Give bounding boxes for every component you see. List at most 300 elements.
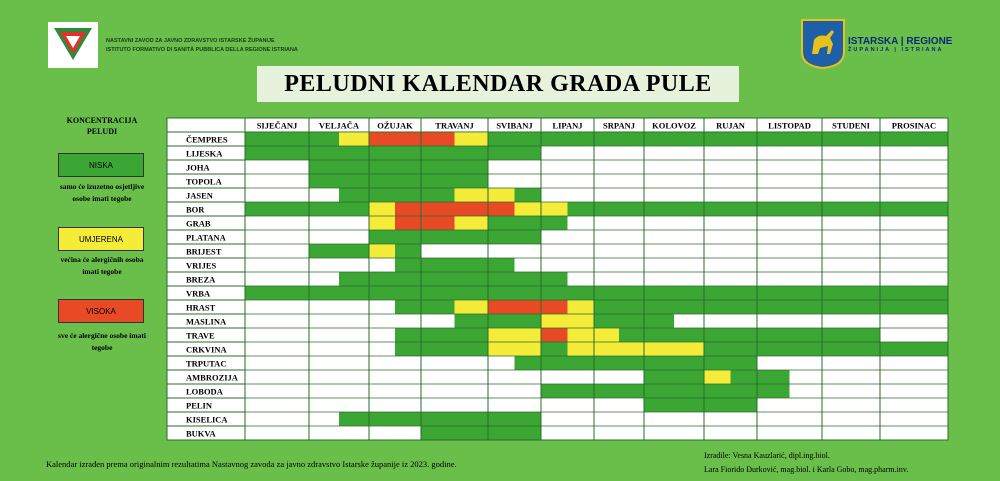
calendar-cell xyxy=(644,202,674,216)
calendar-cell xyxy=(790,216,823,230)
calendar-cell xyxy=(515,384,542,398)
calendar-cell xyxy=(674,174,704,188)
calendar-cell xyxy=(455,216,489,230)
calendar-cell xyxy=(644,314,674,328)
calendar-cell xyxy=(822,216,851,230)
calendar-cell xyxy=(594,146,619,160)
calendar-cell xyxy=(541,314,568,328)
calendar-cell xyxy=(369,202,395,216)
calendar-cell xyxy=(455,426,489,440)
calendar-cell xyxy=(914,342,948,356)
calendar-cell xyxy=(369,384,395,398)
plant-label: BRIJEST xyxy=(186,246,222,257)
calendar-cell xyxy=(277,384,309,398)
calendar-cell xyxy=(339,272,369,286)
calendar-cell xyxy=(914,286,948,300)
calendar-cell xyxy=(541,342,568,356)
calendar-cell xyxy=(421,286,455,300)
calendar-cell xyxy=(704,244,731,258)
calendar-cell xyxy=(488,384,515,398)
calendar-cell xyxy=(644,370,674,384)
calendar-cell xyxy=(421,314,455,328)
calendar-cell xyxy=(515,272,542,286)
calendar-cell xyxy=(488,356,515,370)
calendar-cell xyxy=(421,230,455,244)
calendar-cell xyxy=(674,272,704,286)
calendar-cell xyxy=(790,272,823,286)
calendar-cell xyxy=(515,426,542,440)
calendar-cell xyxy=(851,412,880,426)
calendar-cell xyxy=(309,146,339,160)
calendar-cell xyxy=(515,174,542,188)
calendar-cell xyxy=(455,370,489,384)
calendar-cell xyxy=(619,160,644,174)
calendar-cell xyxy=(245,286,277,300)
calendar-cell xyxy=(369,174,395,188)
plant-label: BUKVA xyxy=(186,428,216,439)
plant-label: CRKVINA xyxy=(186,344,227,355)
calendar-cell xyxy=(757,132,790,146)
calendar-cell xyxy=(395,314,421,328)
calendar-cell xyxy=(914,202,948,216)
calendar-cell xyxy=(731,188,758,202)
calendar-cell xyxy=(704,258,731,272)
calendar-cell xyxy=(277,202,309,216)
calendar-cell xyxy=(309,356,339,370)
calendar-cell xyxy=(245,370,277,384)
calendar-cell xyxy=(757,216,790,230)
calendar-cell xyxy=(515,370,542,384)
month-label: VELJAČA xyxy=(318,120,360,131)
calendar-cell xyxy=(421,132,455,146)
page-title: PELUDNI KALENDAR GRADA PULE xyxy=(284,70,712,97)
calendar-cell xyxy=(277,286,309,300)
calendar-cell xyxy=(488,174,515,188)
calendar-cell xyxy=(568,370,595,384)
calendar-cell xyxy=(731,342,758,356)
calendar-cell xyxy=(851,384,880,398)
calendar-cell xyxy=(541,230,568,244)
calendar-cell xyxy=(369,258,395,272)
calendar-cell xyxy=(757,328,790,342)
calendar-cell xyxy=(339,244,369,258)
calendar-cell xyxy=(339,174,369,188)
calendar-cell xyxy=(455,342,489,356)
calendar-cell xyxy=(568,314,595,328)
calendar-cell xyxy=(914,426,948,440)
calendar-cell xyxy=(822,314,851,328)
calendar-cell xyxy=(488,146,515,160)
calendar-cell xyxy=(488,132,515,146)
calendar-cell xyxy=(757,160,790,174)
calendar-cell xyxy=(822,370,851,384)
calendar-cell xyxy=(704,188,731,202)
calendar-cell xyxy=(880,412,914,426)
calendar-cell xyxy=(644,146,674,160)
calendar-cell xyxy=(541,398,568,412)
calendar-cell xyxy=(515,300,542,314)
calendar-cell xyxy=(914,272,948,286)
footer-note: Kalendar izrađen prema originalnim rezultatima Nastavnog zavoda za javno zdravstvo Istarske županije iz 2023. godine. xyxy=(46,459,457,469)
calendar-cell xyxy=(851,132,880,146)
calendar-cell xyxy=(757,230,790,244)
calendar-cell xyxy=(339,300,369,314)
calendar-cell xyxy=(880,370,914,384)
calendar-cell xyxy=(245,272,277,286)
calendar-cell xyxy=(515,286,542,300)
calendar-cell xyxy=(339,426,369,440)
calendar-cell xyxy=(455,300,489,314)
calendar-cell xyxy=(644,132,674,146)
calendar-cell xyxy=(541,174,568,188)
calendar-cell xyxy=(594,398,619,412)
calendar-cell xyxy=(245,244,277,258)
legend-desc-medium: većina će alergičnih osoba imati tegobe xyxy=(60,255,144,276)
calendar-cell xyxy=(455,286,489,300)
calendar-cell xyxy=(568,160,595,174)
calendar-cell xyxy=(541,202,568,216)
calendar-cell xyxy=(455,174,489,188)
calendar-cell xyxy=(822,258,851,272)
calendar-cell xyxy=(851,286,880,300)
calendar-cell xyxy=(851,188,880,202)
calendar-cell xyxy=(455,412,489,426)
calendar-cell xyxy=(674,314,704,328)
calendar-cell xyxy=(309,244,339,258)
calendar-cell xyxy=(277,398,309,412)
calendar-cell xyxy=(515,216,542,230)
calendar-cell xyxy=(731,258,758,272)
calendar-cell xyxy=(309,216,339,230)
calendar-cell xyxy=(339,412,369,426)
calendar-cell xyxy=(619,398,644,412)
calendar-cell xyxy=(790,202,823,216)
calendar-cell xyxy=(594,342,619,356)
plant-label: KISELICA xyxy=(186,414,228,425)
calendar-cell xyxy=(395,230,421,244)
calendar-cell xyxy=(369,132,395,146)
calendar-cell xyxy=(914,188,948,202)
calendar-cell xyxy=(568,412,595,426)
calendar-cell xyxy=(488,412,515,426)
calendar-cell xyxy=(421,384,455,398)
calendar-cell xyxy=(757,384,790,398)
calendar-cell xyxy=(704,132,731,146)
calendar-cell xyxy=(594,174,619,188)
month-label: OŽUJAK xyxy=(377,120,413,131)
calendar-cell xyxy=(790,328,823,342)
calendar-cell xyxy=(644,258,674,272)
calendar-cell xyxy=(568,146,595,160)
calendar-cell xyxy=(541,286,568,300)
calendar-cell xyxy=(515,356,542,370)
calendar-cell xyxy=(594,300,619,314)
calendar-cell xyxy=(619,426,644,440)
calendar-cell xyxy=(339,370,369,384)
calendar-cell xyxy=(790,398,823,412)
month-label: TRAVANJ xyxy=(435,120,474,131)
calendar-cell xyxy=(619,370,644,384)
calendar-cell xyxy=(245,412,277,426)
calendar-cell xyxy=(594,244,619,258)
calendar-cell xyxy=(704,412,731,426)
calendar-cell xyxy=(880,328,914,342)
calendar-cell xyxy=(488,258,515,272)
calendar-cell xyxy=(674,356,704,370)
calendar-cell xyxy=(277,160,309,174)
calendar-cell xyxy=(309,272,339,286)
calendar-cell xyxy=(731,398,758,412)
calendar-cell xyxy=(757,398,790,412)
calendar-cell xyxy=(674,146,704,160)
calendar-cell xyxy=(851,426,880,440)
calendar-cell xyxy=(395,188,421,202)
calendar-cell xyxy=(277,356,309,370)
calendar-cell xyxy=(731,370,758,384)
calendar-cell xyxy=(674,230,704,244)
calendar-cell xyxy=(515,202,542,216)
calendar-cell xyxy=(644,174,674,188)
calendar-cell xyxy=(245,188,277,202)
calendar-cell xyxy=(488,202,515,216)
calendar-cell xyxy=(309,412,339,426)
calendar-cell xyxy=(568,174,595,188)
calendar-cell xyxy=(880,356,914,370)
calendar-cell xyxy=(594,384,619,398)
calendar-cell xyxy=(674,258,704,272)
calendar-cell xyxy=(757,188,790,202)
calendar-cell xyxy=(245,230,277,244)
calendar-cell xyxy=(455,202,489,216)
calendar-cell xyxy=(395,272,421,286)
calendar-cell xyxy=(822,132,851,146)
calendar-cell xyxy=(914,132,948,146)
calendar-cell xyxy=(731,244,758,258)
calendar-cell xyxy=(395,146,421,160)
calendar-cell xyxy=(277,314,309,328)
calendar-cell xyxy=(880,426,914,440)
calendar-cell xyxy=(822,328,851,342)
calendar-cell xyxy=(395,398,421,412)
calendar-cell xyxy=(245,160,277,174)
calendar-cell xyxy=(704,342,731,356)
calendar-cell xyxy=(851,272,880,286)
calendar-cell xyxy=(541,384,568,398)
legend-desc-high: sve će alergične osobe imati tegobe xyxy=(58,331,146,352)
calendar-cell xyxy=(488,300,515,314)
calendar-cell xyxy=(594,286,619,300)
calendar-cell xyxy=(339,328,369,342)
calendar-cell xyxy=(731,356,758,370)
calendar-cell xyxy=(245,426,277,440)
plant-label: HRAST xyxy=(186,302,216,313)
calendar-cell xyxy=(674,286,704,300)
calendar-cell xyxy=(541,216,568,230)
calendar-cell xyxy=(822,412,851,426)
legend-swatch-high: VISOKA xyxy=(58,299,144,323)
calendar-cell xyxy=(880,286,914,300)
calendar-cell xyxy=(339,384,369,398)
calendar-cell xyxy=(395,286,421,300)
calendar-cell xyxy=(339,160,369,174)
calendar-cell xyxy=(455,244,489,258)
calendar-cell xyxy=(541,244,568,258)
calendar-cell xyxy=(568,426,595,440)
calendar-cell xyxy=(568,230,595,244)
calendar-cell xyxy=(395,244,421,258)
calendar-cell xyxy=(731,216,758,230)
calendar-cell xyxy=(515,314,542,328)
calendar-cell xyxy=(674,384,704,398)
calendar-cell xyxy=(568,244,595,258)
calendar-cell xyxy=(369,230,395,244)
calendar-cell xyxy=(644,342,674,356)
calendar-cell xyxy=(619,314,644,328)
calendar-cell xyxy=(568,216,595,230)
calendar-cell xyxy=(339,188,369,202)
calendar-cell xyxy=(455,188,489,202)
calendar-cell xyxy=(369,356,395,370)
calendar-cell xyxy=(851,300,880,314)
calendar-cell xyxy=(369,286,395,300)
calendar-cell xyxy=(594,202,619,216)
calendar-cell xyxy=(704,230,731,244)
calendar-cell xyxy=(790,230,823,244)
calendar-cell xyxy=(619,286,644,300)
calendar-cell xyxy=(619,342,644,356)
calendar-cell xyxy=(568,384,595,398)
calendar-cell xyxy=(541,426,568,440)
calendar-cell xyxy=(421,174,455,188)
calendar-cell xyxy=(277,328,309,342)
month-label: STUDENI xyxy=(832,120,870,131)
calendar-cell xyxy=(515,328,542,342)
plant-label: PLATANA xyxy=(186,232,226,243)
calendar-cell xyxy=(277,216,309,230)
calendar-cell xyxy=(421,328,455,342)
calendar-cell xyxy=(757,314,790,328)
month-label: SVIBANJ xyxy=(496,120,533,131)
calendar-cell xyxy=(277,412,309,426)
calendar-cell xyxy=(455,356,489,370)
calendar-cell xyxy=(644,272,674,286)
calendar-cell xyxy=(369,216,395,230)
calendar-cell xyxy=(880,244,914,258)
calendar-cell xyxy=(851,314,880,328)
calendar-cell xyxy=(515,230,542,244)
calendar-cell xyxy=(914,230,948,244)
calendar-cell xyxy=(488,272,515,286)
calendar-cell xyxy=(309,132,339,146)
calendar-cell xyxy=(245,398,277,412)
calendar-cell xyxy=(644,188,674,202)
credits: Izradile: Vesna Kauzlarić, dipl.ing.biol. Lara Fiorido Đurković, mag.biol. i Karla Gobo, mag.pharm.inv. xyxy=(704,451,909,474)
calendar-cell xyxy=(822,356,851,370)
calendar-cell xyxy=(790,286,823,300)
calendar-cell xyxy=(822,230,851,244)
calendar-cell xyxy=(731,286,758,300)
calendar-cell xyxy=(757,370,790,384)
calendar-cell xyxy=(704,146,731,160)
calendar-cell xyxy=(619,384,644,398)
calendar-cell xyxy=(851,202,880,216)
month-label: RUJAN xyxy=(716,120,745,131)
calendar-cell xyxy=(851,244,880,258)
plant-label: VRIJES xyxy=(186,260,217,271)
calendar-cell xyxy=(731,384,758,398)
calendar-cell xyxy=(568,286,595,300)
calendar-cell xyxy=(619,174,644,188)
calendar-cell xyxy=(395,356,421,370)
calendar-cell xyxy=(822,342,851,356)
calendar-cell xyxy=(731,160,758,174)
calendar-cell xyxy=(541,370,568,384)
calendar-cell xyxy=(914,398,948,412)
calendar-cell xyxy=(421,258,455,272)
plant-label-cell xyxy=(167,202,245,216)
calendar-cell xyxy=(914,244,948,258)
legend-swatch-medium: UMJERENA xyxy=(58,227,144,251)
calendar-cell xyxy=(644,160,674,174)
calendar-cell xyxy=(731,132,758,146)
calendar-cell xyxy=(880,202,914,216)
calendar-cell xyxy=(541,258,568,272)
calendar-cell xyxy=(914,174,948,188)
calendar-cell xyxy=(644,300,674,314)
plant-label: TOPOLA xyxy=(186,176,222,187)
calendar-cell xyxy=(880,160,914,174)
calendar-cell xyxy=(914,314,948,328)
calendar-cell xyxy=(822,146,851,160)
calendar-cell xyxy=(395,384,421,398)
calendar-cell xyxy=(674,328,704,342)
calendar-cell xyxy=(851,258,880,272)
calendar-cell xyxy=(822,174,851,188)
calendar-cell xyxy=(515,188,542,202)
calendar-cell xyxy=(822,244,851,258)
calendar-cell xyxy=(731,412,758,426)
calendar-cell xyxy=(674,132,704,146)
calendar-cell xyxy=(309,426,339,440)
calendar-cell xyxy=(594,216,619,230)
month-label: SRPANJ xyxy=(603,120,635,131)
calendar-cell xyxy=(790,314,823,328)
calendar-cell xyxy=(568,356,595,370)
plant-label: PELIN xyxy=(186,400,212,411)
calendar-cell xyxy=(644,216,674,230)
calendar-cell xyxy=(704,216,731,230)
calendar-cell xyxy=(790,146,823,160)
calendar-cell xyxy=(309,258,339,272)
calendar-cell xyxy=(515,244,542,258)
calendar-cell xyxy=(822,426,851,440)
calendar-cell xyxy=(455,230,489,244)
calendar-cell xyxy=(594,188,619,202)
calendar-cell xyxy=(369,272,395,286)
calendar-cell xyxy=(395,174,421,188)
calendar-cell xyxy=(674,398,704,412)
calendar-cell xyxy=(455,258,489,272)
calendar-cell xyxy=(594,426,619,440)
calendar-cell xyxy=(488,398,515,412)
calendar-cell xyxy=(455,314,489,328)
calendar-cell xyxy=(880,398,914,412)
calendar-cell xyxy=(880,342,914,356)
calendar-cell xyxy=(880,272,914,286)
calendar-cell xyxy=(757,272,790,286)
calendar-cell xyxy=(822,384,851,398)
calendar-cell xyxy=(619,258,644,272)
